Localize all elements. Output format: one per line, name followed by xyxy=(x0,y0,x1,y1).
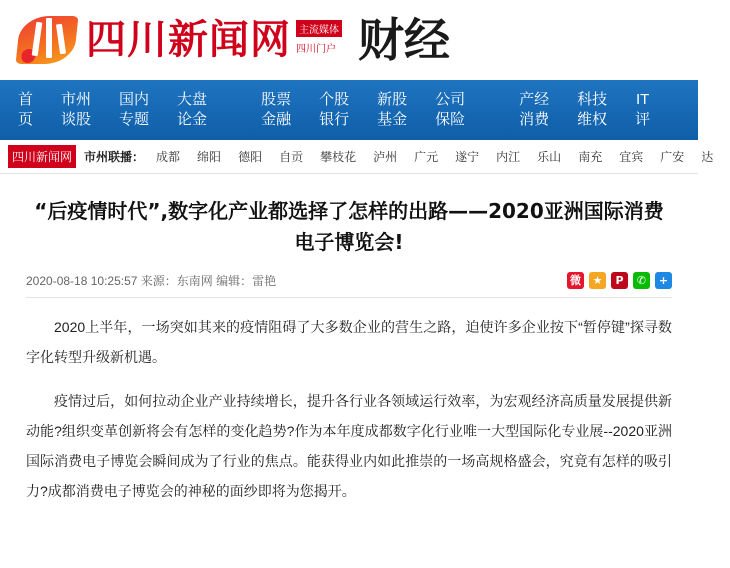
city-link-0[interactable]: 成都 xyxy=(156,150,181,164)
nav-item-line1: 科技 xyxy=(577,91,608,108)
nav-item-7[interactable] xyxy=(435,90,465,130)
channel-title: 财经 xyxy=(358,13,450,67)
favorite-star-icon[interactable]: ★ xyxy=(589,272,606,289)
city-link-12[interactable]: 广安 xyxy=(660,150,685,164)
nav-item-line2: 论金 xyxy=(177,111,208,128)
nav-item-line2: 谈股 xyxy=(61,111,92,128)
city-link-6[interactable]: 广元 xyxy=(414,150,439,164)
nav-item-1[interactable] xyxy=(61,90,91,130)
site-header xyxy=(0,0,698,80)
site-logo-text: 四川新闻网 xyxy=(86,17,291,63)
site-tagline-2: 四川门户 xyxy=(296,44,336,55)
city-link-7[interactable]: 遂宁 xyxy=(455,150,480,164)
nav-item-line1: 股票 xyxy=(261,91,292,108)
article-meta: 2020-08-18 10:25:57 来源：东南网 编辑：雷艳 xyxy=(26,274,277,288)
city-link-2[interactable]: 德阳 xyxy=(238,150,263,164)
article-paragraph: 疫情过后，如何拉动企业产业持续增长，提升各行业各领域运行效率，为宏观经济高质量发展提供新动能?组织变革创新将会有怎样的变化趋势?作为本年度成都数字化行业唯一大型国际化专业展--2020亚洲国际消费电子博览会瞬间成为了行业的焦点。能获得业内如此推崇的一场高规格盛会，究竟有怎样的吸引力?成都消费电子博览会的神秘的面纱即将为您揭开。 xyxy=(26,393,672,499)
nav-item-line2: 专题 xyxy=(119,111,150,128)
article-meta-row xyxy=(26,272,672,298)
city-link-3[interactable]: 自贡 xyxy=(279,150,304,164)
nav-item-4[interactable] xyxy=(261,90,291,130)
nav-item-8[interactable] xyxy=(519,90,549,130)
share-buttons xyxy=(562,272,672,289)
city-link-13[interactable]: 达 xyxy=(701,150,714,164)
more-share-icon[interactable]: + xyxy=(655,272,672,289)
nav-item-line2: 消费 xyxy=(519,111,550,128)
city-link-1[interactable]: 绵阳 xyxy=(197,150,222,164)
nav-item-9[interactable] xyxy=(577,90,607,130)
nav-item-3[interactable] xyxy=(177,90,207,130)
site-logo-taglines xyxy=(296,20,342,58)
site-tagline-1: 主流媒体 xyxy=(296,20,342,37)
subnav-brand: 四川新闻网 xyxy=(8,145,76,168)
nav-item-line1: 市州 xyxy=(61,91,92,108)
nav-item-line1: 国内 xyxy=(119,91,150,108)
nav-item-line2: 金融 xyxy=(261,111,292,128)
nav-item-2[interactable] xyxy=(119,90,149,130)
nav-item-line1: 个股 xyxy=(319,91,350,108)
subnav-label: 市州联播： xyxy=(84,150,145,164)
pinterest-share-icon[interactable]: P xyxy=(611,272,628,289)
nav-item-line1: 首 xyxy=(18,91,34,108)
nav-item-line1: 公司 xyxy=(435,91,466,108)
nav-item-line2: 基金 xyxy=(377,111,408,128)
city-link-8[interactable]: 内江 xyxy=(496,150,521,164)
city-link-9[interactable]: 乐山 xyxy=(537,150,562,164)
nav-item-line2: 银行 xyxy=(319,111,350,128)
article-paragraph: 2020上半年，一场突如其来的疫情阻碍了大多数企业的营生之路，迫使许多企业按下“暂停键”探寻数字化转型升级新机遇。 xyxy=(26,319,672,365)
main-navigation xyxy=(0,80,698,140)
nav-item-line2: 维权 xyxy=(577,111,608,128)
nav-item-line2: 评 xyxy=(635,111,651,128)
nav-item-line2: 页 xyxy=(18,111,34,128)
nav-item-6[interactable] xyxy=(377,90,407,130)
article-container xyxy=(0,174,698,506)
site-logo[interactable] xyxy=(86,17,342,63)
nav-items xyxy=(18,90,678,130)
city-links xyxy=(156,148,730,165)
nav-item-line1: 产经 xyxy=(519,91,550,108)
nav-item-5[interactable] xyxy=(319,90,349,130)
nav-item-line1: IT xyxy=(635,91,650,108)
city-link-4[interactable]: 攀枝花 xyxy=(320,150,357,164)
nav-item-line1: 新股 xyxy=(377,91,408,108)
city-subnav xyxy=(0,140,714,174)
page-title: “后疫情时代”,数字化产业都选择了怎样的出路——2020亚洲国际消费电子博览会! xyxy=(34,199,664,254)
city-link-11[interactable]: 宜宾 xyxy=(619,150,644,164)
sichuan-news-logo-icon[interactable] xyxy=(18,12,78,68)
city-link-5[interactable]: 泸州 xyxy=(373,150,398,164)
nav-item-10[interactable] xyxy=(635,90,650,130)
nav-item-line1: 大盘 xyxy=(177,91,208,108)
nav-item-0[interactable] xyxy=(18,90,33,130)
sina-weibo-share-icon[interactable]: 微 xyxy=(567,272,584,289)
nav-item-line2: 保险 xyxy=(435,111,466,128)
wechat-share-icon[interactable]: ✆ xyxy=(633,272,650,289)
city-link-10[interactable]: 南充 xyxy=(578,150,603,164)
